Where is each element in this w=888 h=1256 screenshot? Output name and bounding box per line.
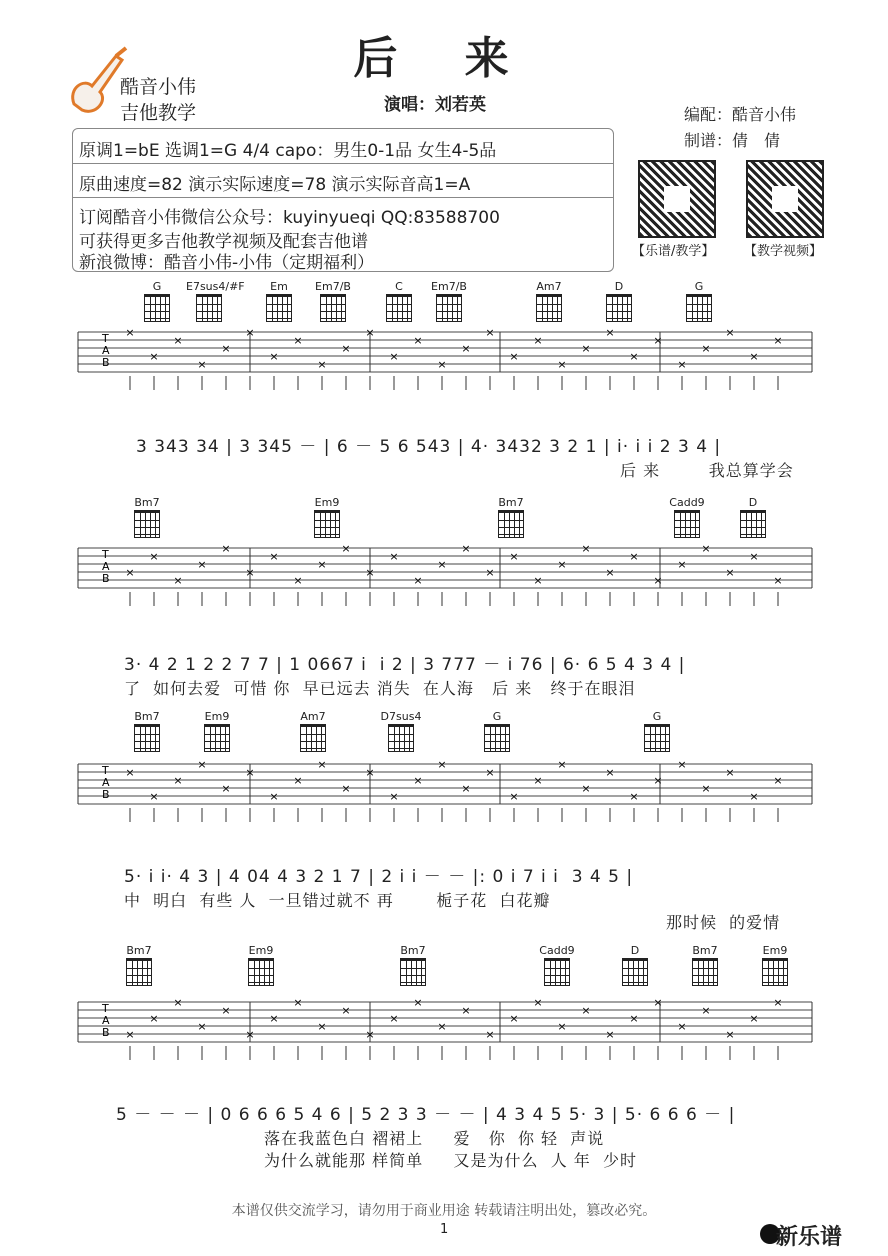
svg-text:×: × — [653, 574, 663, 587]
svg-text:×: × — [317, 1020, 327, 1033]
svg-text:×: × — [461, 342, 471, 355]
lyrics-line: 后 来 我总算学会 — [620, 461, 794, 480]
song-info-box — [72, 128, 614, 272]
svg-text:×: × — [197, 1020, 207, 1033]
svg-text:×: × — [701, 1004, 711, 1017]
svg-text:×: × — [461, 1004, 471, 1017]
svg-text:×: × — [629, 350, 639, 363]
svg-text:×: × — [653, 774, 663, 787]
transcriber-credit: 制谱：倩 倩 — [684, 131, 781, 150]
svg-text:T: T — [102, 332, 109, 345]
info-key: 原调1=bE 选调1=G 4/4 capo：男生0-1品 女生4-5品 — [79, 141, 497, 161]
svg-text:×: × — [605, 328, 615, 339]
svg-text:×: × — [413, 774, 423, 787]
svg-text:×: × — [389, 550, 399, 563]
svg-text:×: × — [365, 566, 375, 579]
svg-text:×: × — [269, 790, 279, 803]
svg-text:×: × — [629, 790, 639, 803]
qr-code-left-icon — [638, 160, 716, 238]
svg-text:B: B — [102, 356, 110, 369]
numbered-notation: 5· i i· 4 3 | 4 04 4 3 2 1 7 | 2 i i － － |: 0 i 7 i i 3 4 5 | — [124, 867, 634, 887]
svg-text:×: × — [341, 782, 351, 795]
svg-text:×: × — [293, 774, 303, 787]
numbered-notation: 3· 4 2 1 2 2 7 7 | 1 0667 i i 2 | 3 777 － i 76 | 6· 6 5 4 3 4 | — [124, 655, 686, 675]
svg-text:×: × — [437, 1020, 447, 1033]
svg-text:×: × — [245, 566, 255, 579]
svg-text:×: × — [389, 350, 399, 363]
svg-text:×: × — [581, 342, 591, 355]
svg-text:×: × — [149, 790, 159, 803]
svg-text:×: × — [749, 790, 759, 803]
song-title: 后 来 — [353, 33, 535, 84]
tab-staff — [0, 998, 888, 1062]
svg-text:×: × — [197, 358, 207, 371]
svg-text:B: B — [102, 572, 110, 585]
svg-text:×: × — [701, 544, 711, 555]
singer-credit: 演唱：刘若英 — [384, 95, 486, 115]
svg-text:×: × — [533, 998, 543, 1009]
svg-text:×: × — [653, 998, 663, 1009]
brand-name: 新乐谱 — [776, 1225, 843, 1250]
svg-text:×: × — [485, 1028, 495, 1041]
system-4: Bm7 Em9 Bm7 Cadd9 D Bm7 Em9 T A B × × × × × × × × × × × × × × × × × × × × × × × × × × × × 5 － － － | 0 6 6 6 5 4 6 | 5 2 3 3 － － | 4 3 4 5 5· 3 | 5· 6 6 6 － | — [0, 940, 888, 1160]
svg-text:×: × — [749, 350, 759, 363]
svg-text:×: × — [317, 358, 327, 371]
svg-text:B: B — [102, 788, 110, 801]
svg-text:×: × — [701, 782, 711, 795]
info-subscribe: 订阅酷音小伟微信公众号：kuyinyueqi QQ:83588700 — [79, 208, 500, 228]
page-number: 1 — [440, 1222, 449, 1237]
numbered-notation: 3 343 34 | 3 345 － | 6 － 5 6 543 | 4· 3432 3 2 1 | i· i i 2 3 4 | — [136, 437, 722, 457]
svg-text:×: × — [509, 1012, 519, 1025]
svg-text:×: × — [365, 766, 375, 779]
svg-text:×: × — [581, 782, 591, 795]
svg-text:×: × — [773, 774, 783, 787]
svg-text:×: × — [197, 558, 207, 571]
system-2: Bm7 Em9 Bm7 Cadd9 D T A B × × × × × × × × × × × × × × × × × × × × × × × × × × × × 3· 4 2 1 2 2 7 7 | 1 0667 i i 2 | 3 777 － i 76 | 6· 6 5 4 3 4 | — [0, 490, 888, 690]
qr-caption-right: 【教学视频】 — [744, 244, 823, 259]
svg-text:×: × — [341, 544, 351, 555]
svg-text:×: × — [461, 544, 471, 555]
svg-text:×: × — [701, 342, 711, 355]
svg-text:×: × — [557, 1020, 567, 1033]
svg-text:×: × — [197, 760, 207, 771]
svg-text:×: × — [605, 566, 615, 579]
arranger-credit: 编配：酷音小伟 — [684, 105, 797, 124]
svg-text:×: × — [365, 1028, 375, 1041]
lyrics-line-alt: 为什么就能那 样简单 又是为什么 人 年 少时 — [264, 1151, 637, 1170]
svg-text:×: × — [629, 1012, 639, 1025]
svg-text:×: × — [773, 334, 783, 347]
svg-text:×: × — [245, 766, 255, 779]
svg-text:×: × — [149, 550, 159, 563]
svg-text:×: × — [581, 1004, 591, 1017]
svg-text:×: × — [269, 1012, 279, 1025]
svg-text:×: × — [317, 760, 327, 771]
svg-text:×: × — [269, 550, 279, 563]
svg-text:×: × — [293, 998, 303, 1009]
svg-text:×: × — [725, 328, 735, 339]
svg-text:×: × — [485, 766, 495, 779]
svg-text:×: × — [509, 550, 519, 563]
svg-text:×: × — [509, 790, 519, 803]
svg-text:×: × — [413, 574, 423, 587]
info-weibo: 新浪微博：酷音小伟-小伟（定期福利） — [79, 253, 375, 273]
svg-text:×: × — [125, 1028, 135, 1041]
svg-text:×: × — [317, 558, 327, 571]
svg-text:×: × — [173, 774, 183, 787]
tab-staff — [0, 760, 888, 824]
svg-text:×: × — [341, 1004, 351, 1017]
svg-text:×: × — [245, 1028, 255, 1041]
svg-text:×: × — [221, 544, 231, 555]
svg-text:A: A — [102, 776, 110, 789]
qr-caption-left: 【乐谱/教学】 — [632, 244, 715, 259]
svg-text:×: × — [677, 760, 687, 771]
svg-text:×: × — [341, 342, 351, 355]
lyrics-line: 了 如何去爱 可惜 你 早已远去 消失 在人海 后 来 终于在眼泪 — [124, 679, 636, 698]
svg-text:×: × — [365, 328, 375, 339]
svg-text:T: T — [102, 1002, 109, 1015]
svg-text:×: × — [533, 774, 543, 787]
svg-text:×: × — [533, 574, 543, 587]
svg-text:T: T — [102, 764, 109, 777]
system-1: G E7sus4/#F Em Em7/B C Em7/B Am7 D G T A B × × × × × × × × × × × × × × × × × × × × × × × × × × × × 3 343 34 | 3 345 － | 6 － 5 6 543 | 4· 3432 3 2 1 | i· i i 2 3 4 | — [0, 290, 888, 460]
svg-text:×: × — [725, 566, 735, 579]
svg-text:T: T — [102, 548, 109, 561]
system-3: Bm7 Em9 Am7 D7sus4 G G T A B × × × × × × × × × × × × × × × × × × × × × × × × × × × × 5· i i· 4 3 | 4 04 4 3 2 1 7 | 2 i i － － |: 0 i 7 i i 3 4 5 | — [0, 700, 888, 900]
svg-text:×: × — [173, 998, 183, 1009]
svg-text:×: × — [437, 558, 447, 571]
svg-text:×: × — [677, 558, 687, 571]
svg-text:×: × — [773, 998, 783, 1009]
logo-line1: 酷音小伟 — [120, 76, 197, 98]
info-more: 可获得更多吉他教学视频及配套吉他谱 — [79, 232, 368, 252]
svg-text:×: × — [125, 566, 135, 579]
svg-text:×: × — [389, 790, 399, 803]
svg-text:×: × — [605, 766, 615, 779]
svg-text:×: × — [725, 1028, 735, 1041]
svg-text:×: × — [677, 1020, 687, 1033]
svg-text:×: × — [485, 328, 495, 339]
svg-text:×: × — [221, 342, 231, 355]
svg-text:×: × — [461, 782, 471, 795]
svg-text:×: × — [437, 358, 447, 371]
svg-text:×: × — [149, 350, 159, 363]
svg-text:A: A — [102, 560, 110, 573]
svg-text:×: × — [389, 1012, 399, 1025]
svg-text:×: × — [221, 1004, 231, 1017]
svg-text:×: × — [125, 766, 135, 779]
svg-text:A: A — [102, 344, 110, 357]
svg-text:B: B — [102, 1026, 110, 1039]
svg-text:×: × — [749, 1012, 759, 1025]
svg-text:×: × — [245, 328, 255, 339]
svg-text:×: × — [557, 358, 567, 371]
svg-text:×: × — [509, 350, 519, 363]
copyright-footer: 本谱仅供交流学习，请勿用于商业用途 转载请注明出处，篡改必究。 — [231, 1203, 657, 1219]
svg-text:×: × — [557, 760, 567, 771]
svg-text:×: × — [125, 328, 135, 339]
svg-text:×: × — [533, 334, 543, 347]
svg-text:×: × — [293, 334, 303, 347]
svg-text:×: × — [413, 334, 423, 347]
svg-text:×: × — [677, 358, 687, 371]
svg-text:×: × — [437, 760, 447, 771]
svg-text:×: × — [413, 998, 423, 1009]
logo-line2: 吉他教学 — [120, 102, 197, 124]
numbered-notation: 5 － － － | 0 6 6 6 5 4 6 | 5 2 3 3 － － | 4 3 4 5 5· 3 | 5· 6 6 6 － | — [116, 1105, 736, 1125]
svg-text:×: × — [605, 1028, 615, 1041]
tab-staff — [0, 544, 888, 608]
svg-text:×: × — [173, 574, 183, 587]
info-tempo: 原曲速度=82 演示实际速度=78 演示实际音高1=A — [79, 175, 471, 195]
qr-code-right-icon — [746, 160, 824, 238]
lyrics-line: 落在我蓝色白 褶裙上 爱 你 你 轻 声说 — [264, 1129, 605, 1148]
svg-text:×: × — [581, 544, 591, 555]
svg-text:×: × — [557, 558, 567, 571]
svg-text:×: × — [725, 766, 735, 779]
lyrics-line: 中 明白 有些 人 一旦错过就不 再 栀子花 白花瓣 — [124, 891, 551, 910]
lyrics-line-alt: 那时候 的爱情 — [666, 913, 781, 932]
svg-text:×: × — [749, 550, 759, 563]
svg-text:×: × — [269, 350, 279, 363]
svg-text:A: A — [102, 1014, 110, 1027]
svg-text:×: × — [629, 550, 639, 563]
svg-text:×: × — [293, 574, 303, 587]
svg-text:×: × — [653, 334, 663, 347]
svg-text:×: × — [173, 334, 183, 347]
svg-text:×: × — [773, 574, 783, 587]
tab-staff — [0, 328, 888, 392]
svg-text:×: × — [485, 566, 495, 579]
svg-text:×: × — [149, 1012, 159, 1025]
svg-text:×: × — [221, 782, 231, 795]
